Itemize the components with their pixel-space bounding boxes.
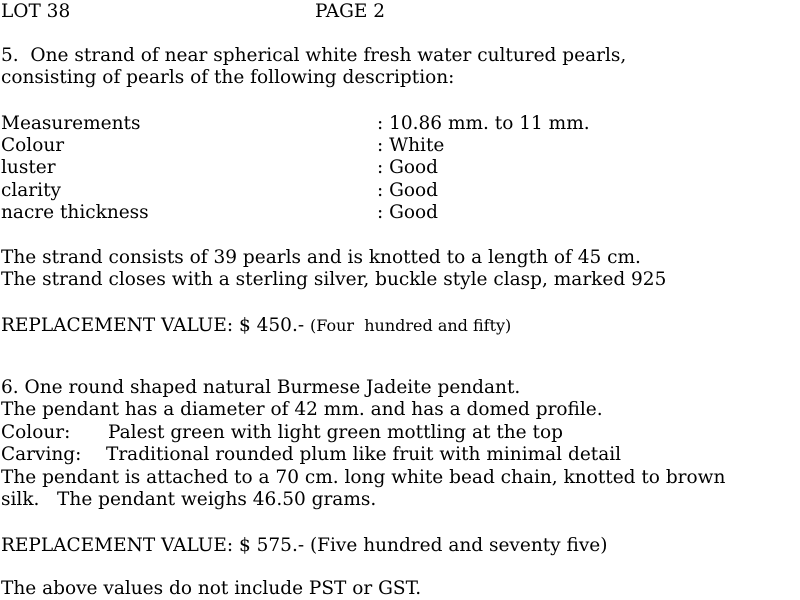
item6-colour (1, 422, 563, 444)
item6-line1: 6. One round shaped natural Burmese Jadeite pendant. (1, 377, 521, 398)
spec-label-measurements: Measurements (1, 113, 141, 134)
spec-label-colour: Colour (1, 135, 65, 156)
item5-desc-line2: The strand closes with a sterling silver, buckle style clasp, marked 925 (1, 269, 667, 290)
item6-line6: silk. The pendant weighs 46.50 grams. (1, 489, 377, 510)
item5-replacement-amount: REPLACEMENT VALUE: $ 450.- (1, 315, 305, 336)
spec-value-clarity: : Good (377, 180, 439, 201)
item5-desc-line1: The strand consists of 39 pearls and is knotted to a length of 45 cm. (1, 247, 641, 268)
page-number: PAGE 2 (315, 1, 386, 22)
item6-carving-value: Traditional rounded plum like fruit with minimal detail (106, 444, 622, 465)
item6-carving (1, 444, 621, 466)
item6-colour-label: Colour: (1, 422, 71, 443)
spec-value-colour: : White (377, 135, 445, 156)
spec-label-luster: luster (1, 157, 56, 178)
lot-number: LOT 38 (1, 1, 71, 22)
spec-value-nacre-thickness: : Good (377, 202, 439, 223)
item5-replacement-words: (Four hundred and fifty) (309, 316, 512, 335)
item6-colour-value: Palest green with light green mottling at the top (108, 422, 563, 443)
spec-value-measurements: : 10.86 mm. to 11 mm. (377, 113, 590, 134)
spec-value-luster: : Good (377, 157, 439, 178)
item5-replacement-value (1, 315, 511, 337)
footer-tax-note: The above values do not include PST or GST. (1, 578, 422, 599)
spec-label-clarity: clarity (1, 180, 61, 201)
item6-carving-label: Carving: (1, 444, 82, 465)
item6-line5: The pendant is attached to a 70 cm. long white bead chain, knotted to brown (1, 467, 726, 488)
item5-intro-line1: 5. One strand of near spherical white fresh water cultured pearls, (1, 45, 627, 66)
spec-label-nacre-thickness: nacre thickness (1, 202, 149, 223)
item6-line2: The pendant has a diameter of 42 mm. and has a domed profile. (1, 399, 603, 420)
item6-replacement-value: REPLACEMENT VALUE: $ 575.- (Five hundred and seventy five) (1, 535, 608, 556)
item5-intro-line2: consisting of pearls of the following description: (1, 67, 455, 88)
